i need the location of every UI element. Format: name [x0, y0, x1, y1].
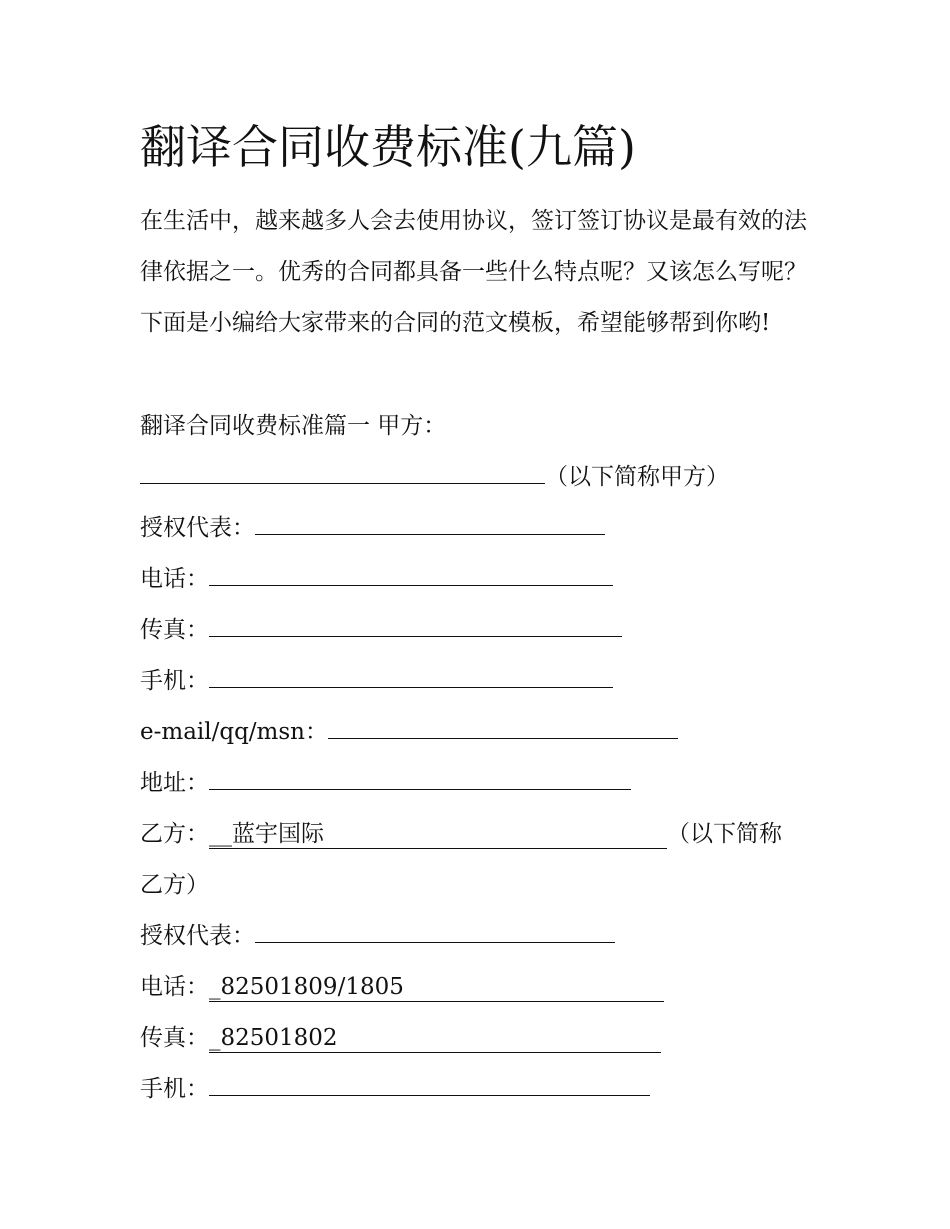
party-a-rep-line [140, 503, 605, 554]
party-b-label: 乙方： [140, 821, 209, 847]
party-a-fax-line [140, 605, 622, 656]
party-b-rep-line [140, 911, 615, 962]
party-a-fax-label: 传真： [140, 617, 209, 643]
section-heading: 翻译合同收费标准篇一 甲方： [140, 413, 447, 439]
party-b-fax-label: 传真： [140, 1025, 209, 1051]
party-b-mobile-line [140, 1064, 650, 1115]
party-a-address-label: 地址： [140, 770, 209, 796]
party-a-name-line [140, 452, 729, 503]
party-b-fax-line [140, 1013, 661, 1064]
party-a-abbrev-note: （以下简称甲方） [545, 464, 729, 490]
party-a-mobile-blank [209, 659, 613, 688]
party-a-address-blank [209, 761, 631, 790]
party-a-phone-label: 电话： [140, 566, 209, 592]
party-b-fax-value: _82501802 [209, 1024, 661, 1053]
party-a-mobile-label: 手机： [140, 668, 209, 694]
party-a-mobile-line [140, 656, 613, 707]
party-b-name: __蓝宇国际 [209, 820, 667, 849]
party-b-rep-label: 授权代表： [140, 923, 255, 949]
party-a-email-line [140, 707, 678, 758]
party-a-rep-blank [255, 506, 605, 535]
intro-paragraph: 在生活中，越来越多人会去使用协议，签订签订协议是最有效的法律依据之一。优秀的合同都具备一些什么特点呢？又该怎么写呢？下面是小编给大家带来的合同的范文模板，希望能够帮到你哟! [140, 208, 807, 336]
party-b-phone-label: 电话： [140, 974, 209, 1000]
party-a-address-line [140, 758, 631, 809]
party-a-rep-label: 授权代表： [140, 515, 255, 541]
party-a-email-label: e-mail/qq/msn： [140, 719, 328, 745]
party-a-phone-blank [209, 557, 613, 586]
party-b-phone-line [140, 962, 664, 1013]
party-b-abbrev-note: （以下简称 [667, 821, 782, 847]
party-a-email-blank [328, 710, 678, 739]
party-b-name-line [140, 809, 782, 860]
document-title: 翻译合同收费标准(九篇) [140, 120, 636, 174]
party-b-mobile-label: 手机： [140, 1076, 209, 1102]
party-b-mobile-blank [209, 1067, 650, 1096]
party-a-phone-line [140, 554, 613, 605]
party-a-fax-blank [209, 608, 622, 637]
party-a-name-blank [140, 455, 545, 484]
party-b-phone-value: _82501809/1805 [209, 973, 664, 1002]
party-b-abbrev-note-cont: 乙方） [140, 872, 209, 898]
party-b-rep-blank [255, 914, 615, 943]
